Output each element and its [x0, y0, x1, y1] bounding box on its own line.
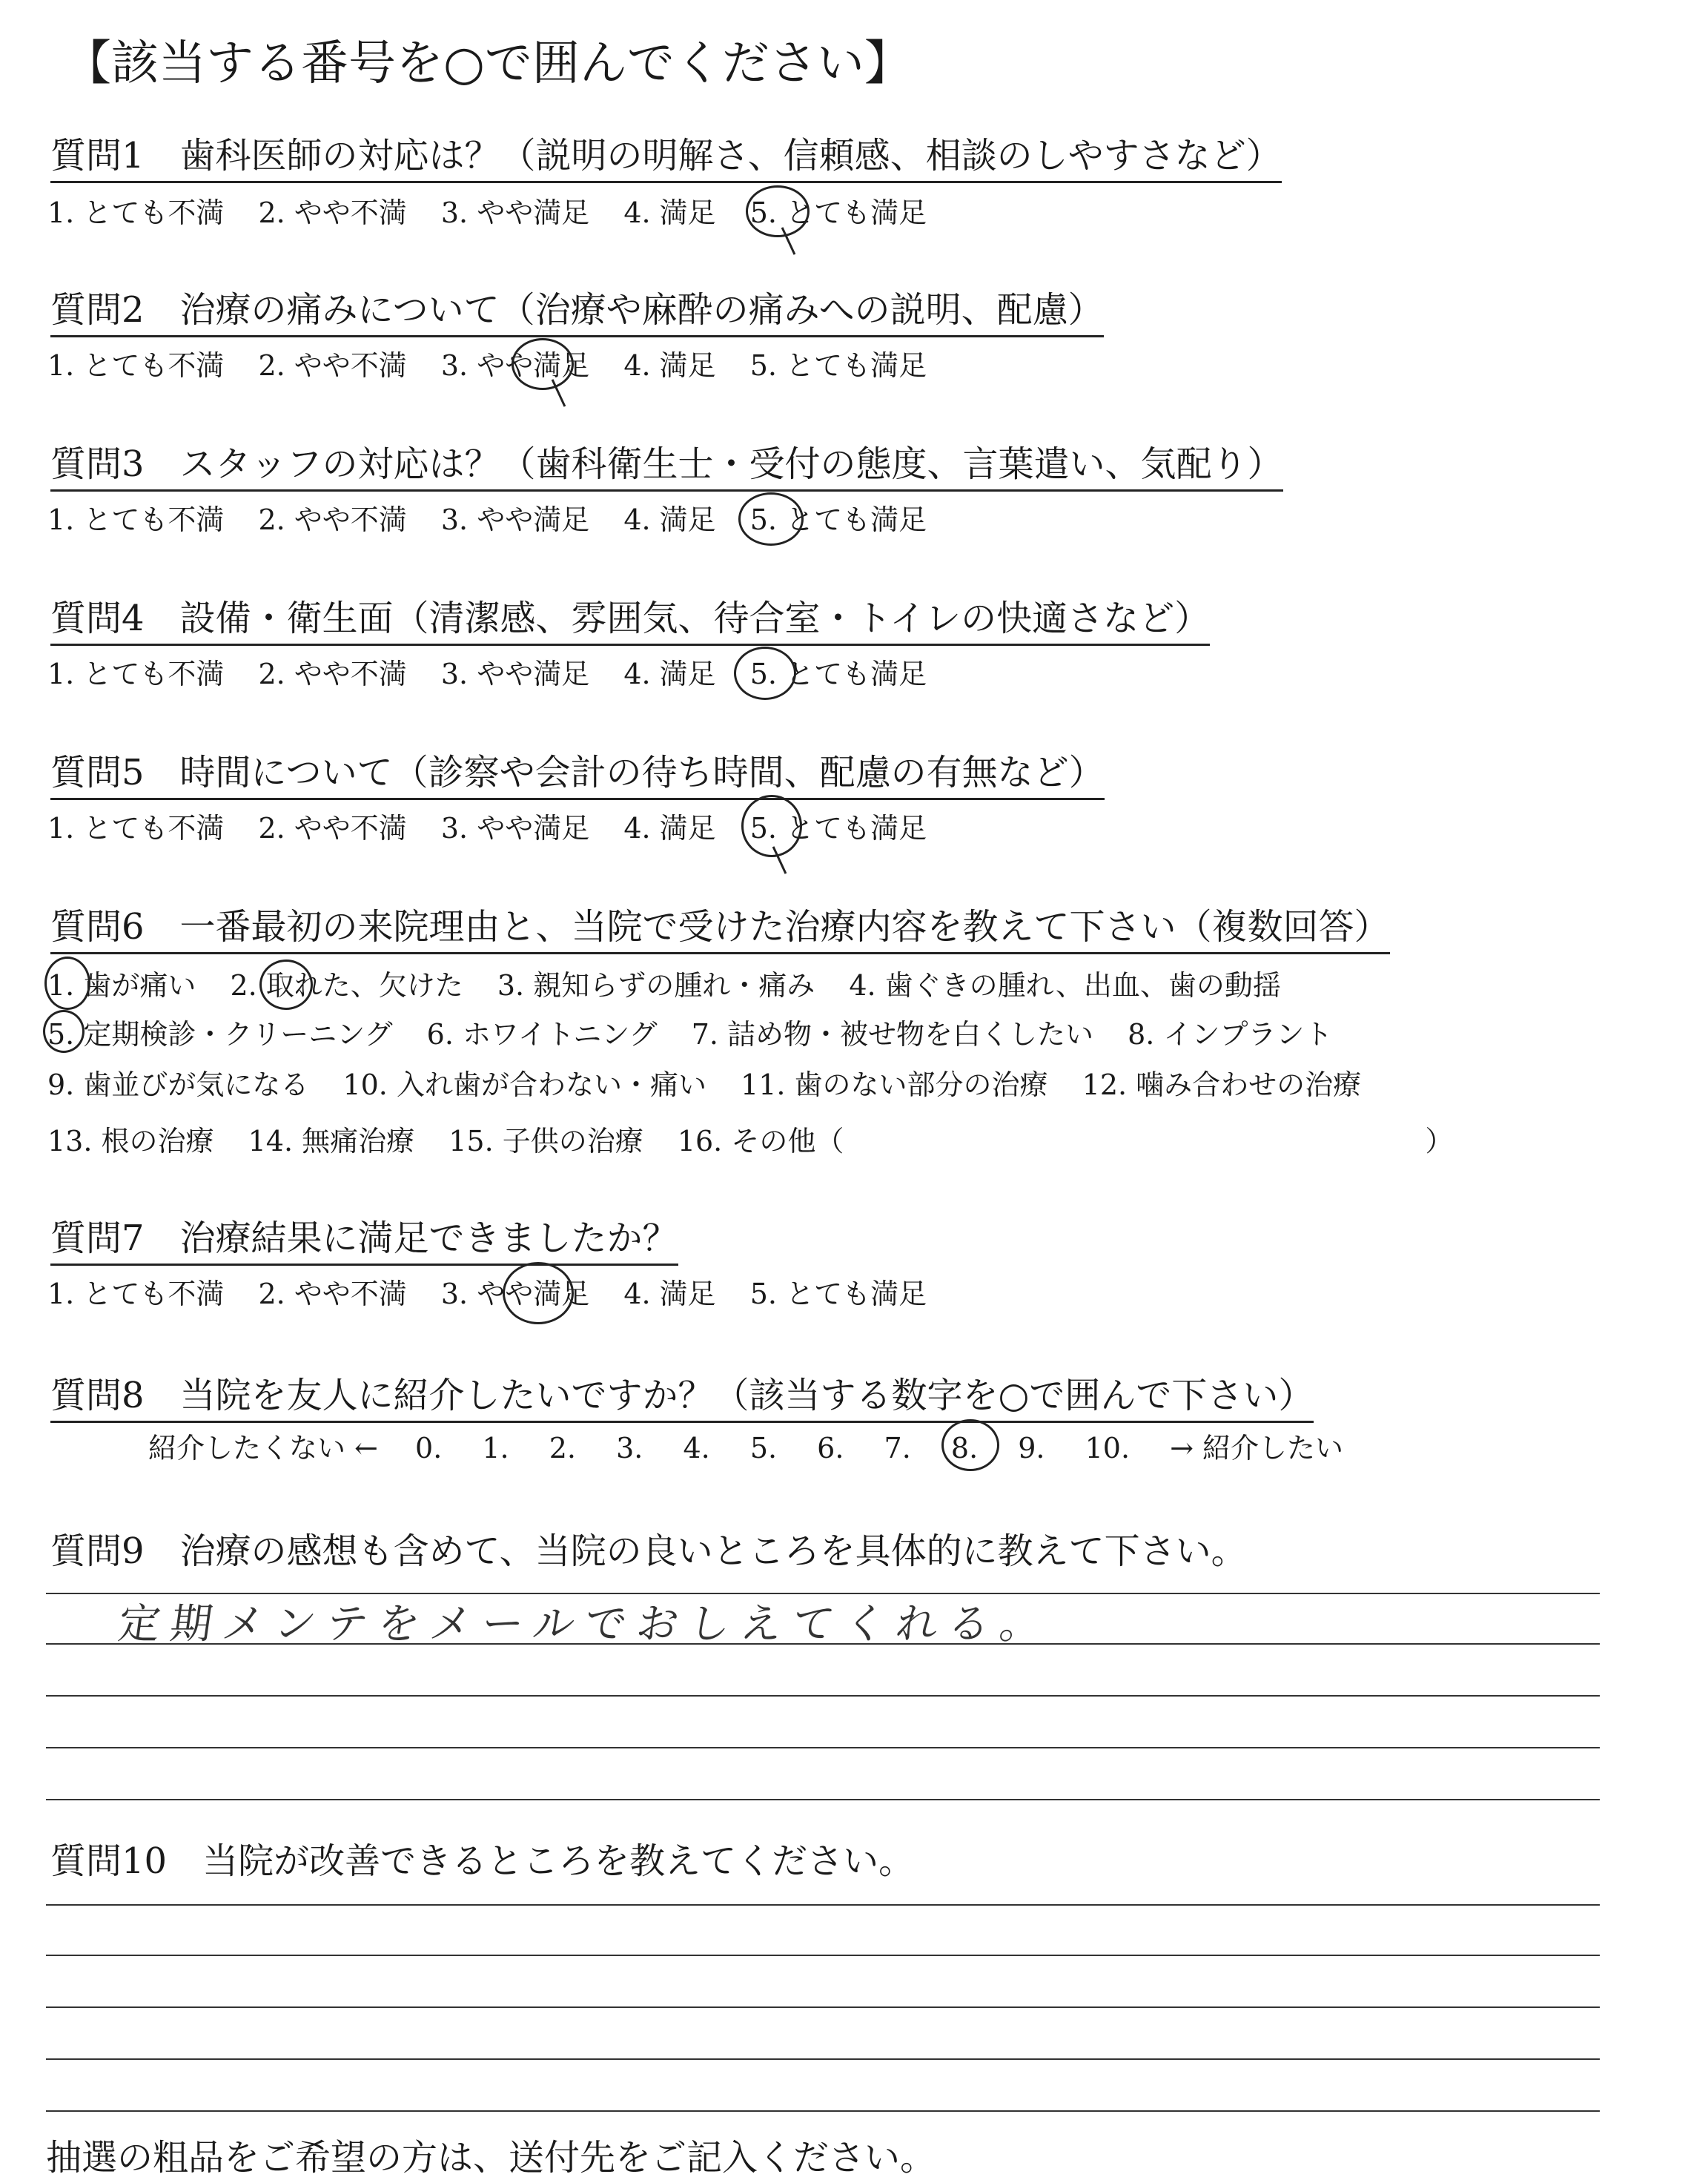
q6-option-8[interactable]: 8. インプラント	[1128, 1018, 1333, 1051]
q4-circle-mark	[734, 647, 796, 700]
q2-options	[47, 347, 952, 384]
q6-option-14[interactable]: 14. 無痛治療	[248, 1125, 415, 1157]
q9-line-4	[46, 1747, 1600, 1748]
q3-option-5[interactable]: 5. とても満足	[749, 503, 927, 536]
q6-option-13[interactable]: 13. 根の治療	[47, 1125, 214, 1157]
q1-circle-mark	[746, 185, 810, 237]
q1-option-4[interactable]: 4. 満足	[623, 196, 716, 229]
q8-left-label: 紹介したくない ←	[148, 1432, 378, 1464]
q3-option-4[interactable]: 4. 満足	[623, 503, 716, 536]
q5-option-4[interactable]: 4. 満足	[623, 812, 716, 845]
q8-scale-9[interactable]: 9.	[1018, 1432, 1045, 1464]
footer-note: 抽選の粗品をご希望の方は、送付先をご記入ください。	[46, 2137, 936, 2179]
q9-line-3	[46, 1695, 1600, 1697]
q6-row-2	[47, 1016, 1357, 1053]
q2-option-5[interactable]: 5. とても満足	[749, 349, 927, 382]
q7-option-2[interactable]: 2. やや不満	[258, 1278, 407, 1310]
q3-options	[47, 501, 952, 538]
q6-option-2[interactable]: 2. 取れた、欠けた	[230, 969, 463, 1002]
q8-scale-5[interactable]: 5.	[749, 1432, 778, 1464]
question-6: 質問6 一番最初の来院理由と、当院で受けた治療内容を教えて下さい（複数回答）	[50, 905, 1390, 954]
q2-option-1[interactable]: 1. とても不満	[47, 349, 225, 382]
q6-option-10[interactable]: 10. 入れ歯が合わない・痛い	[342, 1068, 706, 1101]
q8-circle-mark	[941, 1419, 999, 1471]
question-10: 質問10 当院が改善できるところを教えてください。	[50, 1840, 915, 1882]
q6-option-12[interactable]: 12. 噛み合わせの治療	[1082, 1068, 1362, 1101]
q6-circle-mark-5	[43, 1010, 85, 1053]
q6-option-7[interactable]: 7. 詰め物・被せ物を白くしたい	[691, 1018, 1094, 1051]
q5-option-5[interactable]: 5. とても満足	[749, 812, 927, 845]
q5-options	[47, 810, 952, 847]
q5-option-2[interactable]: 2. やや不満	[258, 812, 407, 845]
q4-options	[47, 655, 952, 693]
q6-other-close: ）	[1425, 1125, 1454, 1157]
q7-circle-mark	[503, 1262, 574, 1324]
q1-options	[47, 194, 952, 231]
question-1: 質問1 歯科医師の対応は？（説明の明解さ、信頼感、相談のしやすさなど）	[50, 133, 1282, 183]
q10-line-3	[46, 2006, 1600, 2008]
q8-scale-0[interactable]: 0.	[415, 1432, 443, 1464]
q7-option-1[interactable]: 1. とても不満	[47, 1278, 225, 1310]
q2-option-2[interactable]: 2. やや不満	[258, 349, 407, 382]
question-9: 質問9 治療の感想も含めて、当院の良いところを具体的に教えて下さい。	[50, 1530, 1247, 1572]
q8-scale-8[interactable]: 8.	[950, 1432, 979, 1464]
q8-scale-2[interactable]: 2.	[549, 1432, 576, 1464]
q1-option-2[interactable]: 2. やや不満	[258, 196, 407, 229]
form-title: 【該当する番号を○で囲んでください】	[64, 36, 912, 91]
question-3: 質問3 スタッフの対応は？（歯科衛生士・受付の態度、言葉遣い、気配り）	[50, 442, 1283, 492]
q4-option-4[interactable]: 4. 満足	[623, 658, 716, 690]
q6-option-16[interactable]: 16. その他（	[677, 1125, 844, 1157]
q6-row-3	[47, 1066, 1386, 1103]
q6-circle-mark-1	[44, 957, 90, 1010]
q8-scale	[148, 1430, 1371, 1467]
q4-option-1[interactable]: 1. とても不満	[47, 658, 225, 690]
q9-handwritten-answer[interactable]: 定期メンテをメールでおしえてくれる。	[115, 1600, 1056, 1648]
q3-option-2[interactable]: 2. やや不満	[258, 503, 407, 536]
q9-line-2	[46, 1643, 1600, 1645]
q8-scale-10[interactable]: 10.	[1085, 1432, 1131, 1464]
q8-scale-3[interactable]: 3.	[616, 1432, 643, 1464]
q6-option-11[interactable]: 11. 歯のない部分の治療	[741, 1068, 1048, 1101]
q6-option-4[interactable]: 4. 歯ぐきの腫れ、出血、歯の動揺	[849, 969, 1281, 1002]
q5-option-3[interactable]: 3. やや満足	[440, 812, 590, 845]
q7-option-3[interactable]: 3. やや満足	[440, 1278, 590, 1310]
q3-option-1[interactable]: 1. とても不満	[47, 503, 225, 536]
question-4: 質問4 設備・衛生面（清潔感、雰囲気、待合室・トイレの快適さなど）	[50, 596, 1210, 646]
question-5: 質問5 時間について（診察や会計の待ち時間、配慮の有無など）	[50, 750, 1105, 800]
q10-line-1	[46, 1904, 1600, 1906]
q6-row-4	[47, 1123, 1454, 1160]
q8-scale-1[interactable]: 1.	[482, 1432, 509, 1464]
q10-line-4	[46, 2058, 1600, 2060]
q9-line-1	[46, 1593, 1600, 1594]
q2-circle-mark	[512, 338, 574, 390]
q6-circle-mark-2	[259, 959, 313, 1010]
q7-option-4[interactable]: 4. 満足	[623, 1278, 716, 1310]
q8-scale-6[interactable]: 6.	[817, 1432, 844, 1464]
q9-line-5	[46, 1799, 1600, 1800]
q10-line-5	[46, 2110, 1600, 2112]
question-8: 質問8 当院を友人に紹介したいですか？（該当する数字を○で囲んで下さい）	[50, 1373, 1314, 1423]
q6-option-15[interactable]: 15. 子供の治療	[448, 1125, 643, 1157]
q6-option-1[interactable]: 1. 歯が痛い	[47, 969, 196, 1002]
q8-right-label: → 紹介したい	[1170, 1432, 1344, 1464]
q2-option-4[interactable]: 4. 満足	[623, 349, 716, 382]
q1-option-3[interactable]: 3. やや満足	[440, 196, 590, 229]
question-7: 質問7 治療結果に満足できましたか？	[50, 1216, 678, 1266]
q5-option-1[interactable]: 1. とても不満	[47, 812, 225, 845]
q6-option-9[interactable]: 9. 歯並びが気になる	[47, 1068, 309, 1101]
q7-option-5[interactable]: 5. とても満足	[749, 1278, 927, 1310]
q6-option-5[interactable]: 5. 定期検診・クリーニング	[47, 1018, 393, 1051]
q5-circle-mark	[741, 795, 802, 857]
q7-options	[47, 1275, 952, 1312]
q6-row-1	[47, 967, 1306, 1004]
q6-option-6[interactable]: 6. ホワイトニング	[426, 1018, 658, 1051]
q10-line-2	[46, 1955, 1600, 1956]
question-2: 質問2 治療の痛みについて（治療や麻酔の痛みへの説明、配慮）	[50, 288, 1104, 337]
q4-option-2[interactable]: 2. やや不満	[258, 658, 407, 690]
q8-scale-4[interactable]: 4.	[683, 1432, 710, 1464]
q1-option-1[interactable]: 1. とても不満	[47, 196, 225, 229]
q4-option-3[interactable]: 3. やや満足	[440, 658, 590, 690]
q8-scale-7[interactable]: 7.	[884, 1432, 911, 1464]
q4-option-5[interactable]: 5. とても満足	[749, 658, 927, 690]
q2-option-3[interactable]: 3. やや満足	[440, 349, 590, 382]
q1-option-5[interactable]: 5. とても満足	[749, 196, 927, 229]
q6-option-3[interactable]: 3. 親知らずの腫れ・痛み	[497, 969, 815, 1002]
q3-circle-mark	[738, 492, 804, 546]
q3-option-3[interactable]: 3. やや満足	[440, 503, 590, 536]
